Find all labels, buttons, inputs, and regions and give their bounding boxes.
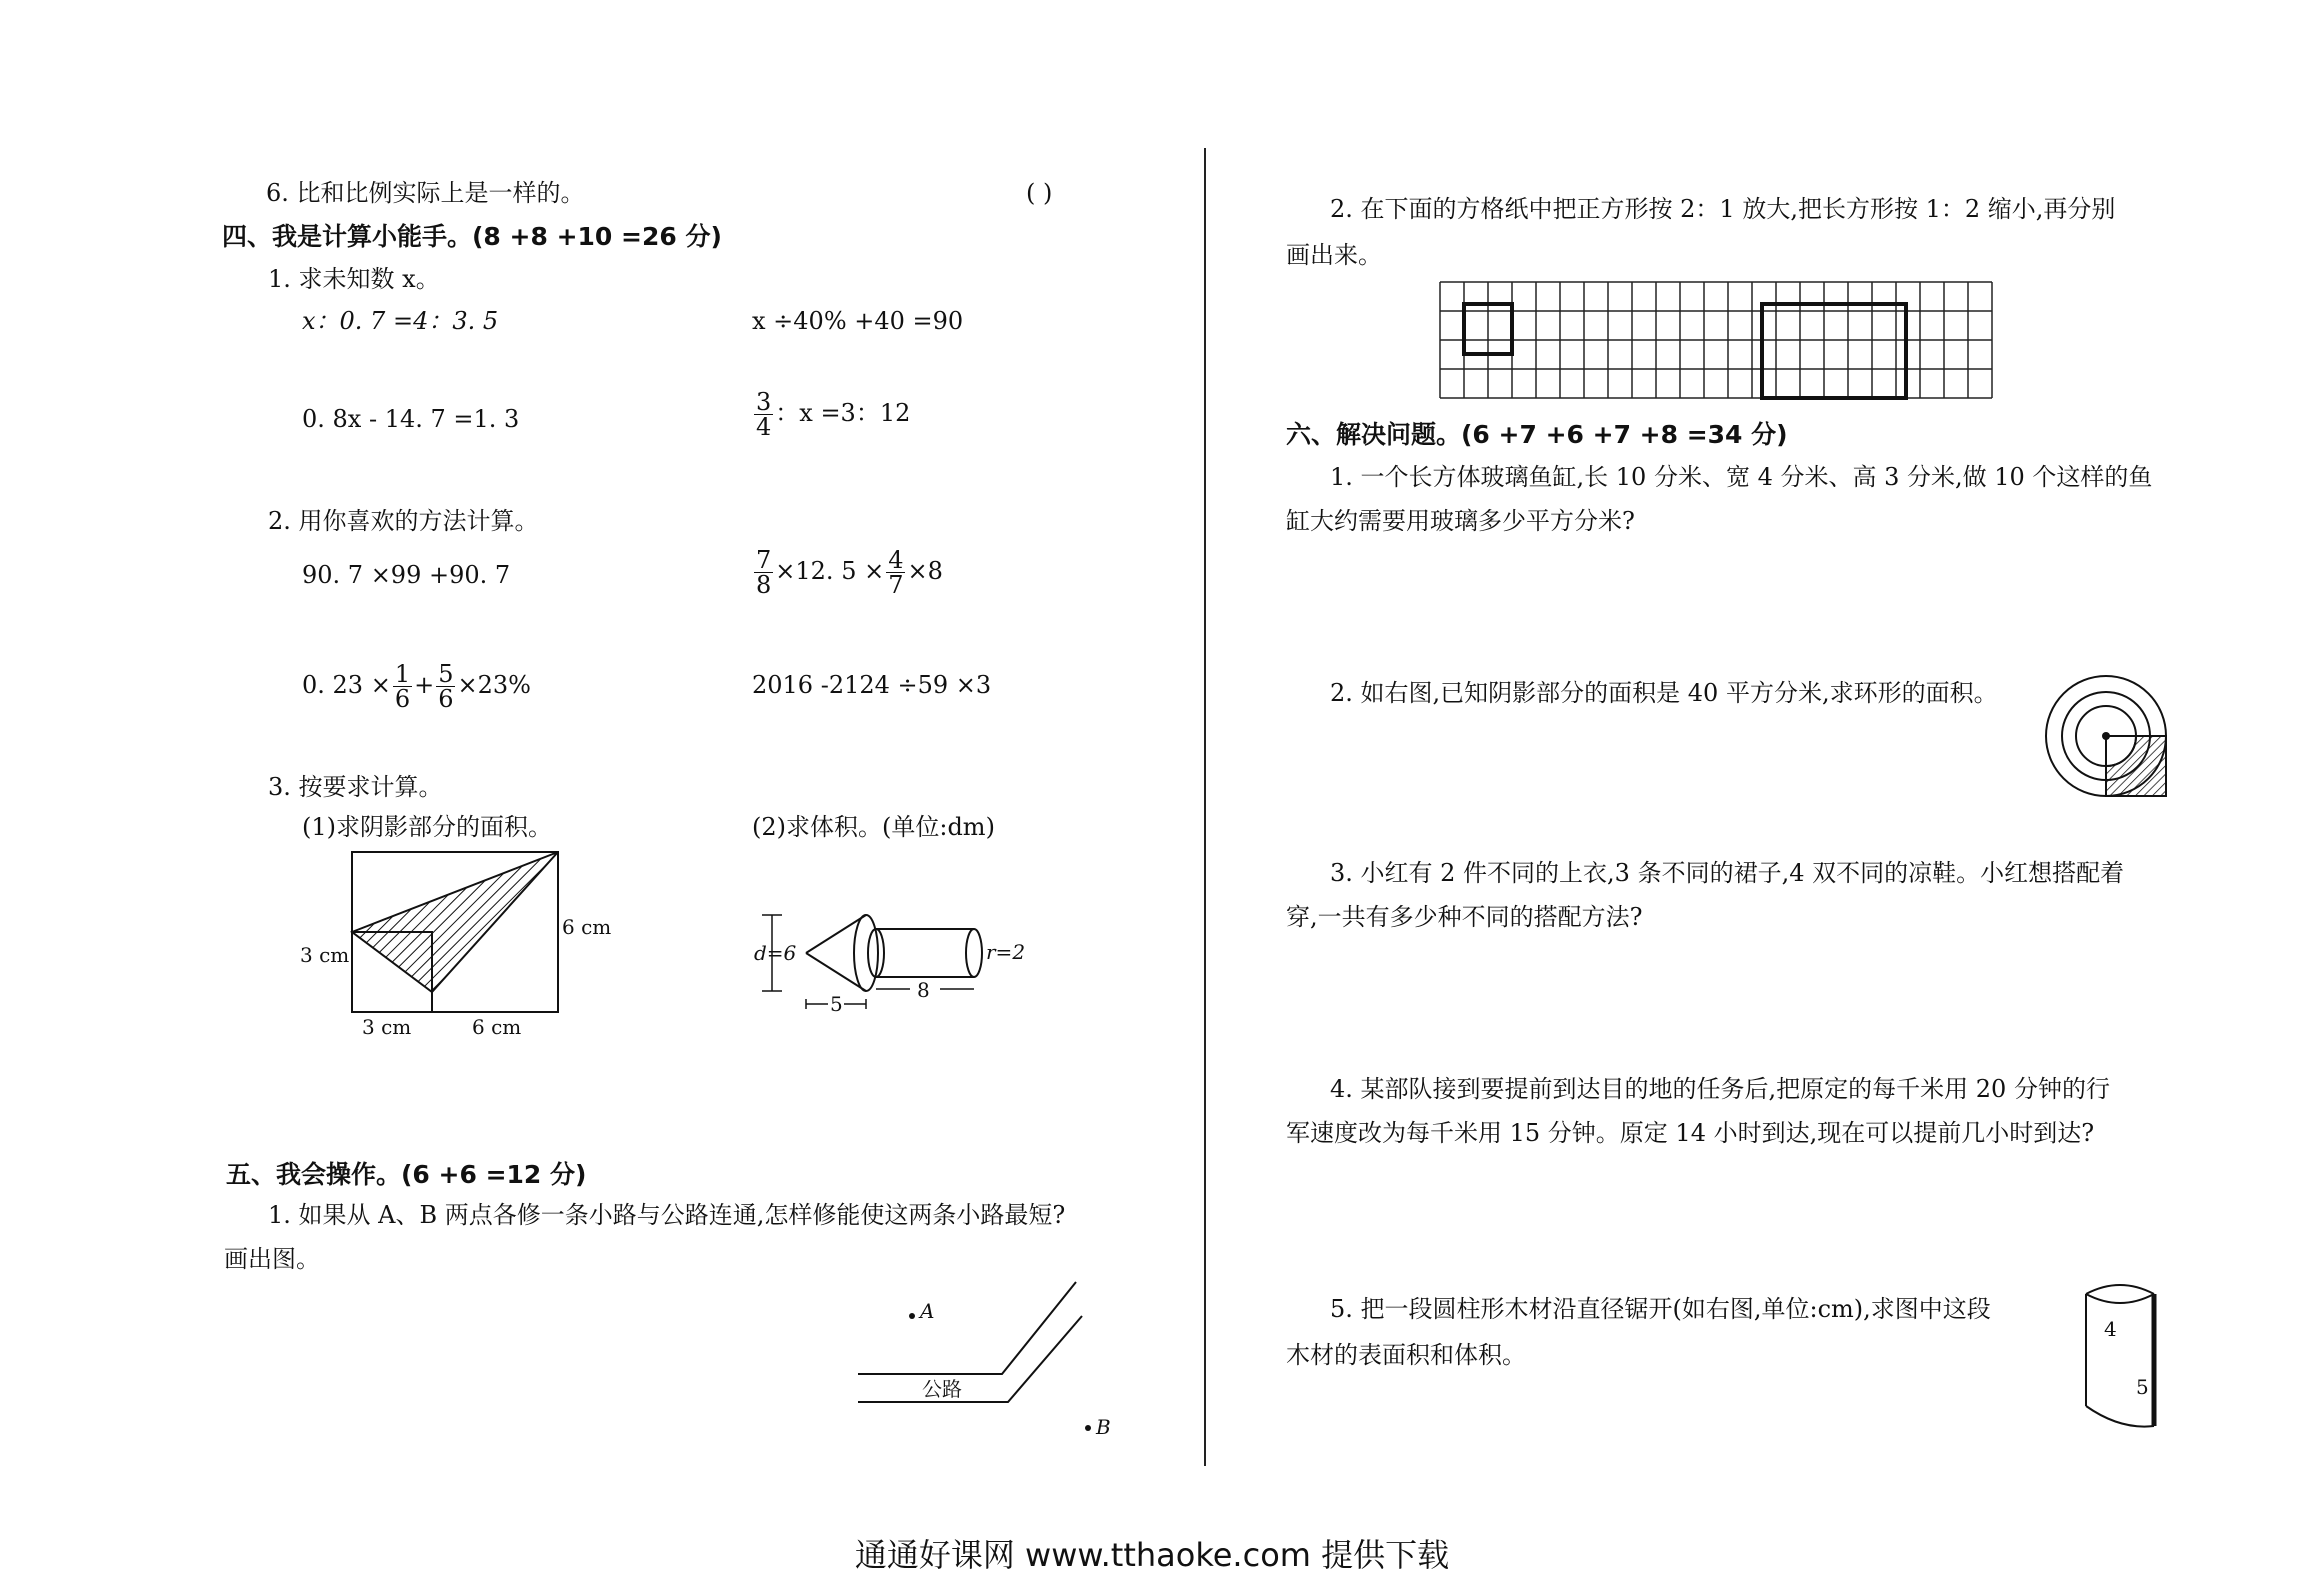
cone-cylinder-figure: [750, 905, 1030, 1020]
sec6-q2: 2. 如右图,已知阴影部分的面积是 40 平方分米,求环形的面积。: [1330, 679, 1998, 707]
p2-title: 2. 用你喜欢的方法计算。: [268, 507, 539, 535]
label-5: 5: [830, 992, 843, 1016]
label-3cm-bottom: 3 cm: [362, 1015, 412, 1039]
road-label: 公路: [922, 1377, 962, 1401]
grid-paper[interactable]: [1440, 282, 2006, 402]
p3-sub2: (2)求体积。(单位:dm): [752, 813, 995, 841]
sec6-q3-line1: 3. 小红有 2 件不同的上衣,3 条不同的裙子,4 双不同的凉鞋。小红想搭配着: [1330, 859, 2125, 887]
sec5-q1-line2: 画出图。: [224, 1245, 320, 1273]
sec5-q1-line1: 1. 如果从 A、B 两点各修一条小路与公路连通,怎样修能使这两条小路最短?: [268, 1201, 1066, 1229]
section-5-title: 五、我会操作。(6 +6 =12 分): [226, 1160, 587, 1189]
label-6cm-right: 6 cm: [562, 915, 612, 939]
sec6-q5-line1: 5. 把一段圆柱形木材沿直径锯开(如右图,单位:cm),求图中这段: [1330, 1295, 1991, 1323]
label-r: r=2: [986, 940, 1026, 964]
cyl-label-5: 5: [2136, 1375, 2149, 1399]
equation-b: x ÷40% +40 =90: [752, 307, 964, 335]
expression-d: 2016 -2124 ÷59 ×3: [752, 671, 992, 699]
center-divider: [1204, 148, 1206, 1466]
fraction: $\frac{3}{4}$: [756, 388, 772, 441]
footer-watermark: 通通好课网 www.tthaoke.com 提供下载: [854, 1536, 1450, 1574]
expression-a: 90. 7 ×99 +90. 7: [302, 561, 511, 589]
road-figure: [850, 1270, 1130, 1440]
half-cylinder-figure: [2080, 1280, 2180, 1440]
label-6cm-bottom: 6 cm: [472, 1015, 522, 1039]
section-4-title: 四、我是计算小能手。(8 +8 +10 =26 分): [222, 222, 722, 251]
section-6-title: 六、解决问题。(6 +7 +6 +7 +8 =34 分): [1286, 420, 1788, 449]
sec6-q1-line2: 缸大约需要用玻璃多少平方分米?: [1286, 507, 1635, 535]
point-b-label: B: [1096, 1415, 1111, 1439]
cyl-label-4: 4: [2104, 1317, 2117, 1341]
sec6-q4-line1: 4. 某部队接到要提前到达目的地的任务后,把原定的每千米用 20 分钟的行: [1330, 1075, 2110, 1103]
expression-c: 0. 23 × $\frac{1}{6}$ + $\frac{5}{6}$ ×23%: [302, 660, 531, 713]
equation-d: $\frac{3}{4}$ ：x =3：12: [756, 388, 911, 441]
point-a-label: A: [920, 1299, 935, 1323]
label-d: d=6: [754, 941, 797, 965]
shaded-area-figure: [300, 850, 612, 1039]
label-3cm-left: 3 cm: [300, 943, 350, 967]
sec6-q1-line1: 1. 一个长方体玻璃鱼缸,长 10 分米、宽 4 分米、高 3 分米,做 10 个这样的鱼: [1330, 463, 2153, 491]
question-6: 6. 比和比例实际上是一样的。: [266, 179, 585, 207]
ring-figure: [2040, 670, 2180, 800]
label-8: 8: [917, 978, 930, 1002]
expression-b: $\frac{7}{8}$ ×12. 5 × $\frac{4}{7}$ ×8: [756, 546, 943, 599]
p3-title: 3. 按要求计算。: [268, 773, 443, 801]
sec5-q2-line1: 2. 在下面的方格纸中把正方形按 2：1 放大,把长方形按 1：2 缩小,再分别: [1330, 195, 2116, 223]
sec6-q4-line2: 军速度改为每千米用 15 分钟。原定 14 小时到达,现在可以提前几小时到达?: [1286, 1119, 2095, 1147]
equation-c: 0. 8x - 14. 7 =1. 3: [302, 405, 520, 433]
answer-paren[interactable]: ( ): [1026, 179, 1053, 207]
p1-title: 1. 求未知数 x。: [268, 265, 440, 293]
p3-sub1: (1)求阴影部分的面积。: [302, 813, 552, 841]
sec6-q3-line2: 穿,一共有多少种不同的搭配方法?: [1286, 903, 1643, 931]
sec5-q2-line2: 画出来。: [1286, 241, 1382, 269]
equation-a: x：0. 7 =4：3. 5: [302, 307, 499, 335]
sec6-q5-line2: 木材的表面积和体积。: [1286, 1341, 1526, 1369]
